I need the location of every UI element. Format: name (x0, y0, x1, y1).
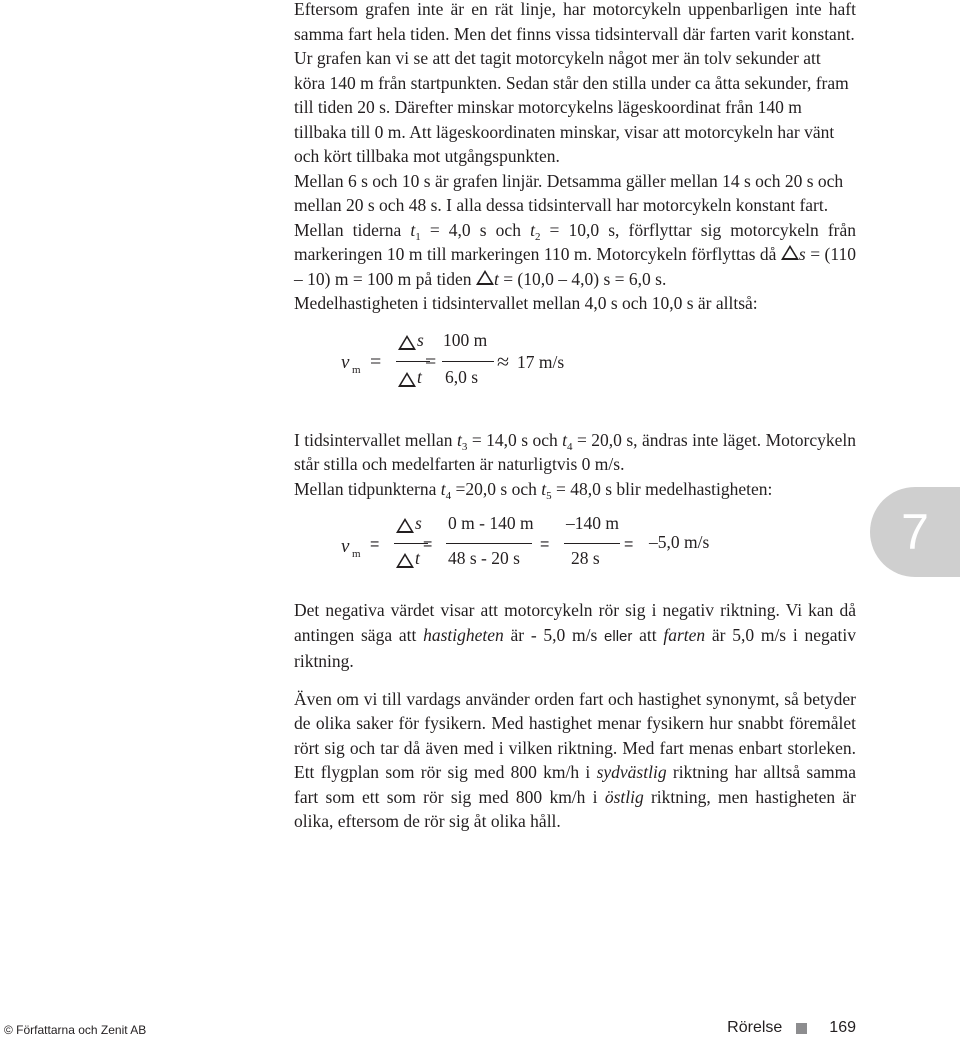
fraction-line (446, 543, 532, 544)
footer-copyright: © Författarna och Zenit AB (4, 1023, 147, 1037)
square-icon (796, 1023, 807, 1034)
paragraph-standing-still: I tidsintervallet mellan $t_3 = 14,0$ s och $t_4 = 20,0$ s, ändras inte läget. Motorcykeln står stilla och medelfarten är naturligtvis 0 m/s. (294, 429, 856, 474)
fraction-line (564, 543, 620, 544)
delta-icon (396, 553, 414, 568)
paragraph-negative-direction: Det negativa värdet visar att motorcykeln rör sig i negativ riktning. Vi kan då antingen säga att hastigheten är - 5,0 m/s eller att farten är 5,0 m/s i negativ riktning. (294, 600, 856, 671)
formula-average-speed: v m = s t = 100 m 6,0 s ≈ 17 m/s (341, 329, 565, 387)
formula-negative-velocity: v m = s t = 0 m - 140 m 48 s - 20 s = –140 m 28 s = –5,0 m/s (341, 513, 710, 568)
delta-icon (398, 372, 416, 387)
paragraph-intro: Eftersom grafen inte är en rät linje, har motorcykeln uppenbarligen inte haft samma fart hela tiden. Men det finns vissa tidsintervall där farten varit konstant. (294, 0, 856, 44)
delta-icon (398, 335, 416, 350)
delta-icon (781, 245, 799, 260)
chapter-number: 7 (901, 504, 929, 560)
fraction-line (442, 361, 494, 362)
page-number: 169 (829, 1019, 856, 1036)
delta-icon (396, 518, 414, 533)
footer-page-info (727, 1019, 856, 1037)
paragraph-linear-intervals: Mellan 6 s och 10 s är grafen linjär. Detsamma gäller mellan 14 s och 20 s och mellan 20 s och 48 s. I alla dessa tidsintervall har motorcykeln konstant fart. (294, 170, 844, 215)
section-name: Rörelse (727, 1019, 783, 1036)
paragraph-speed-vs-velocity: Även om vi till vardags använder orden fart och hastighet synonymt, så betyder de olika saker för fysikern. Med hastighet menar fysikern hur snabbt föremålet rört sig och tar då även med i vilken riktning. Med fart menas enbart storleken. Ett flygplan som rör sig med 800 km/h i sydvästlig riktning har alltså samma fart som ett som rör sig med 800 km/h i östlig riktning, men hastigheten är olika, eftersom de rör sig åt olika håll. (294, 688, 857, 831)
page-content (294, 0, 856, 834)
paragraph-average-speed-intro: Medelhastigheten i tidsintervallet mellan 4,0 s och 10,0 s är alltså: (294, 293, 758, 313)
chapter-tab (870, 487, 960, 577)
delta-icon (476, 270, 494, 285)
paragraph-graph-reading: Ur grafen kan vi se att det tagit motorcykeln något mer än tolv sekunder att köra 140 m från startpunkten. Sedan står den stilla under ca åtta sekunder, fram till tiden 20 s. Därefter minskar motorcykelns lägeskoordinat från 140 m tillbaka till 0 m. Att lägeskoordinaten minskar, visar att motorcykeln har vänt och kört tillbaka mot utgångspunkten. (294, 48, 849, 166)
paragraph-return-trip: Mellan tidpunkterna $t_4 =20,0$ s och $t_5 = 48,0$ s blir medelhastigheten: (294, 478, 773, 502)
paragraph-displacement: Mellan tiderna $t_1 = 4,0$ s och $t_2 = 10,0$ s, förflyttar sig motorcykeln från markeringen 10 m till markeringen 110 m. Motorcykeln förflyttas då s = (110 – 10) m = 100 m på tiden t = (10,0 – 4,0) s = 6,0 s. (294, 219, 857, 289)
